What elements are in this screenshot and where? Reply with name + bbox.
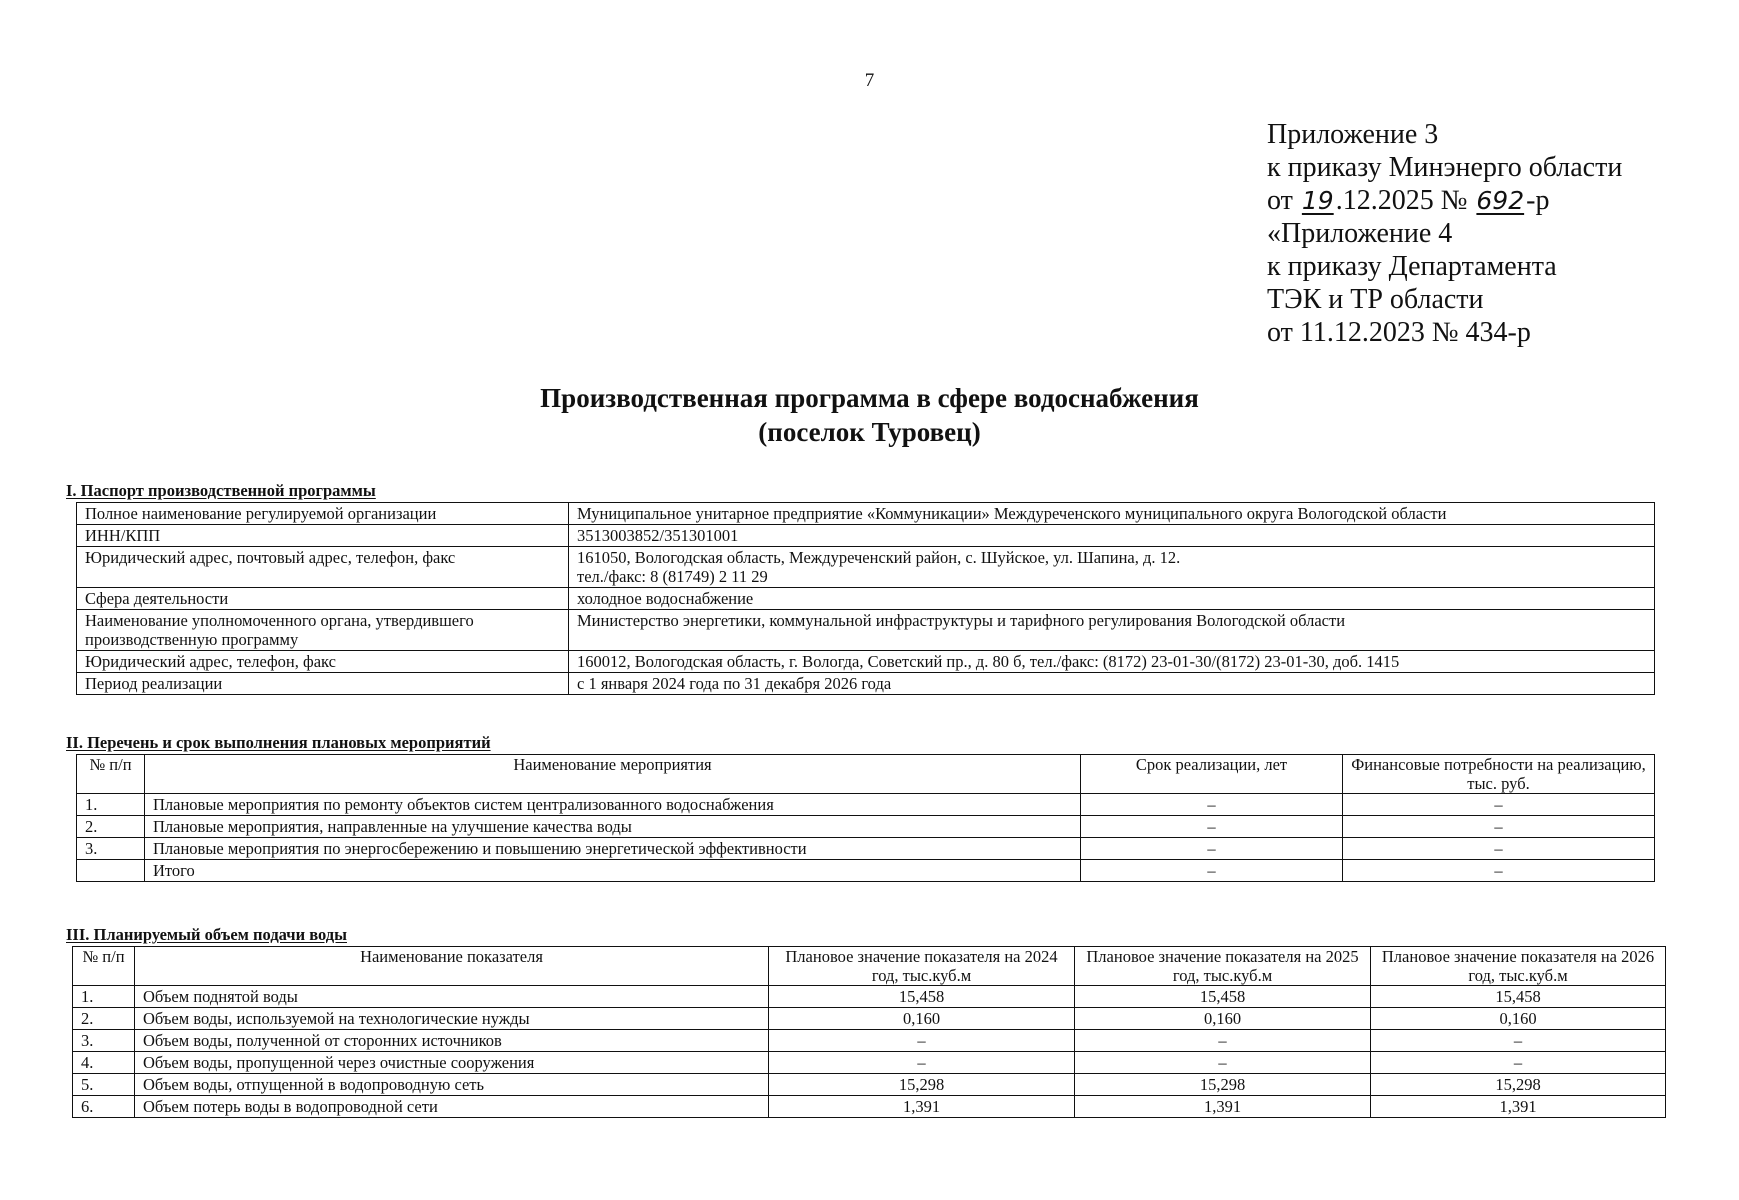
row-2024: 15,298 (769, 1074, 1075, 1096)
title-line-2: (поселок Туровец) (758, 417, 981, 447)
header-2026: Плановое значение показателя на 2026 год, тыс.куб.м (1371, 947, 1666, 986)
row-name: Плановые мероприятия по энергосбережению и повышению энергетической эффективности (145, 838, 1081, 860)
row-num: 1. (73, 986, 135, 1008)
row-2024: 1,391 (769, 1096, 1075, 1118)
row-name: Объем воды, отпущенной в водопроводную сеть (135, 1074, 769, 1096)
table-row (77, 547, 1655, 588)
table-row (77, 525, 1655, 547)
appendix-line-7: от 11.12.2023 № 434-р (1267, 317, 1531, 348)
row-2026: – (1371, 1030, 1666, 1052)
header-finance: Финансовые потребности на реализацию, тыс. руб. (1343, 755, 1655, 794)
section-3-heading: III. Планируемый объем подачи воды (66, 925, 347, 944)
row-name: Объем воды, полученной от сторонних источников (135, 1030, 769, 1052)
row-num: 2. (73, 1008, 135, 1030)
table-row (77, 588, 1655, 610)
row-term: – (1081, 816, 1343, 838)
row-2025: 1,391 (1075, 1096, 1371, 1118)
row-2024: 0,160 (769, 1008, 1075, 1030)
passport-label: ИНН/КПП (77, 525, 569, 547)
table-row (73, 986, 1666, 1008)
row-finance: – (1343, 838, 1655, 860)
row-num: 3. (77, 838, 145, 860)
row-name: Плановые мероприятия, направленные на улучшение качества воды (145, 816, 1081, 838)
appendix-line-6: ТЭК и ТР области (1267, 284, 1484, 315)
appendix-date: .12.2025 № (1335, 185, 1468, 216)
passport-table (76, 502, 1655, 695)
row-2025: 15,458 (1075, 986, 1371, 1008)
row-2025: 15,298 (1075, 1074, 1371, 1096)
header-num: № п/п (77, 755, 145, 794)
passport-label: Наименование уполномоченного органа, утвердившего производственную программу (77, 610, 569, 651)
row-finance: – (1343, 816, 1655, 838)
table-row (73, 1074, 1666, 1096)
row-num (77, 860, 145, 882)
row-2025: – (1075, 1030, 1371, 1052)
row-term: – (1081, 838, 1343, 860)
passport-label: Сфера деятельности (77, 588, 569, 610)
water-volume-table (72, 946, 1666, 1118)
row-2026: 15,458 (1371, 986, 1666, 1008)
header-indicator-name: Наименование показателя (135, 947, 769, 986)
header-measure-name: Наименование мероприятия (145, 755, 1081, 794)
appendix-line-2: к приказу Минэнерго области (1267, 152, 1623, 183)
table-row (77, 610, 1655, 651)
document-title (0, 381, 1739, 449)
appendix-line-3 (1267, 184, 1622, 217)
passport-label: Полное наименование регулируемой организации (77, 503, 569, 525)
table-header-row (73, 947, 1666, 986)
row-name: Итого (145, 860, 1081, 882)
header-term: Срок реализации, лет (1081, 755, 1343, 794)
section-1-heading: I. Паспорт производственной программы (66, 481, 376, 500)
row-num: 6. (73, 1096, 135, 1118)
header-2024: Плановое значение показателя на 2024 год, тыс.куб.м (769, 947, 1075, 986)
row-2024: 15,458 (769, 986, 1075, 1008)
passport-label: Юридический адрес, почтовый адрес, телефон, факс (77, 547, 569, 588)
row-name: Плановые мероприятия по ремонту объектов систем централизованного водоснабжения (145, 794, 1081, 816)
table-row (77, 860, 1655, 882)
row-2025: – (1075, 1052, 1371, 1074)
passport-value (569, 547, 1655, 588)
row-2026: – (1371, 1052, 1666, 1074)
row-finance: – (1343, 860, 1655, 882)
table-row (73, 1008, 1666, 1030)
row-num: 4. (73, 1052, 135, 1074)
row-name: Объем воды, используемой на технологические нужды (135, 1008, 769, 1030)
appendix-line-5: к приказу Департамента (1267, 251, 1557, 282)
handwritten-day: 19 (1301, 186, 1334, 215)
row-name: Объем поднятой воды (135, 986, 769, 1008)
row-num: 5. (73, 1074, 135, 1096)
table-header-row (77, 755, 1655, 794)
passport-value: с 1 января 2024 года по 31 декабря 2026 года (569, 673, 1655, 695)
passport-value: Министерство энергетики, коммунальной инфраструктуры и тарифного регулирования Вологодской области (569, 610, 1655, 651)
table-row (73, 1096, 1666, 1118)
row-term: – (1081, 860, 1343, 882)
appendix-block (1267, 118, 1622, 349)
passport-value: Муниципальное унитарное предприятие «Коммуникации» Междуреченского муниципального округа Вологодской области (569, 503, 1655, 525)
passport-value-line-1: 161050, Вологодская область, Междуреченский район, с. Шуйское, ул. Шапина, д. 12. (577, 548, 1181, 567)
row-finance: – (1343, 794, 1655, 816)
table-row (77, 673, 1655, 695)
row-2025: 0,160 (1075, 1008, 1371, 1030)
row-num: 3. (73, 1030, 135, 1052)
header-2025: Плановое значение показателя на 2025 год, тыс.куб.м (1075, 947, 1371, 986)
appendix-date-prefix: от (1267, 185, 1293, 216)
row-2026: 1,391 (1371, 1096, 1666, 1118)
passport-value-line-2: тел./факс: 8 (81749) 2 11 29 (577, 567, 768, 586)
table-row (77, 838, 1655, 860)
passport-label: Период реализации (77, 673, 569, 695)
table-row (77, 503, 1655, 525)
header-num: № п/п (73, 947, 135, 986)
appendix-order-suffix: -р (1526, 185, 1550, 216)
table-row (73, 1052, 1666, 1074)
row-num: 2. (77, 816, 145, 838)
table-row (73, 1030, 1666, 1052)
table-row (77, 816, 1655, 838)
passport-value: холодное водоснабжение (569, 588, 1655, 610)
page-number: 7 (864, 70, 875, 91)
measures-table (76, 754, 1655, 882)
row-name: Объем воды, пропущенной через очистные сооружения (135, 1052, 769, 1074)
row-2026: 15,298 (1371, 1074, 1666, 1096)
table-row (77, 794, 1655, 816)
row-num: 1. (77, 794, 145, 816)
row-name: Объем потерь воды в водопроводной сети (135, 1096, 769, 1118)
passport-label: Юридический адрес, телефон, факс (77, 651, 569, 673)
appendix-line-4: «Приложение 4 (1267, 218, 1453, 249)
row-2024: – (769, 1052, 1075, 1074)
table-row (77, 651, 1655, 673)
row-term: – (1081, 794, 1343, 816)
appendix-line-1: Приложение 3 (1267, 119, 1439, 150)
passport-value: 160012, Вологодская область, г. Вологда, Советский пр., д. 80 б, тел./факс: (8172) 23-01-30/(8172) 23-01-30, доб. 1415 (569, 651, 1655, 673)
passport-value: 3513003852/351301001 (569, 525, 1655, 547)
title-line-1: Производственная программа в сфере водоснабжения (540, 383, 1199, 413)
handwritten-order-number: 692 (1476, 186, 1525, 215)
section-2-heading: II. Перечень и срок выполнения плановых мероприятий (66, 733, 491, 752)
row-2024: – (769, 1030, 1075, 1052)
row-2026: 0,160 (1371, 1008, 1666, 1030)
